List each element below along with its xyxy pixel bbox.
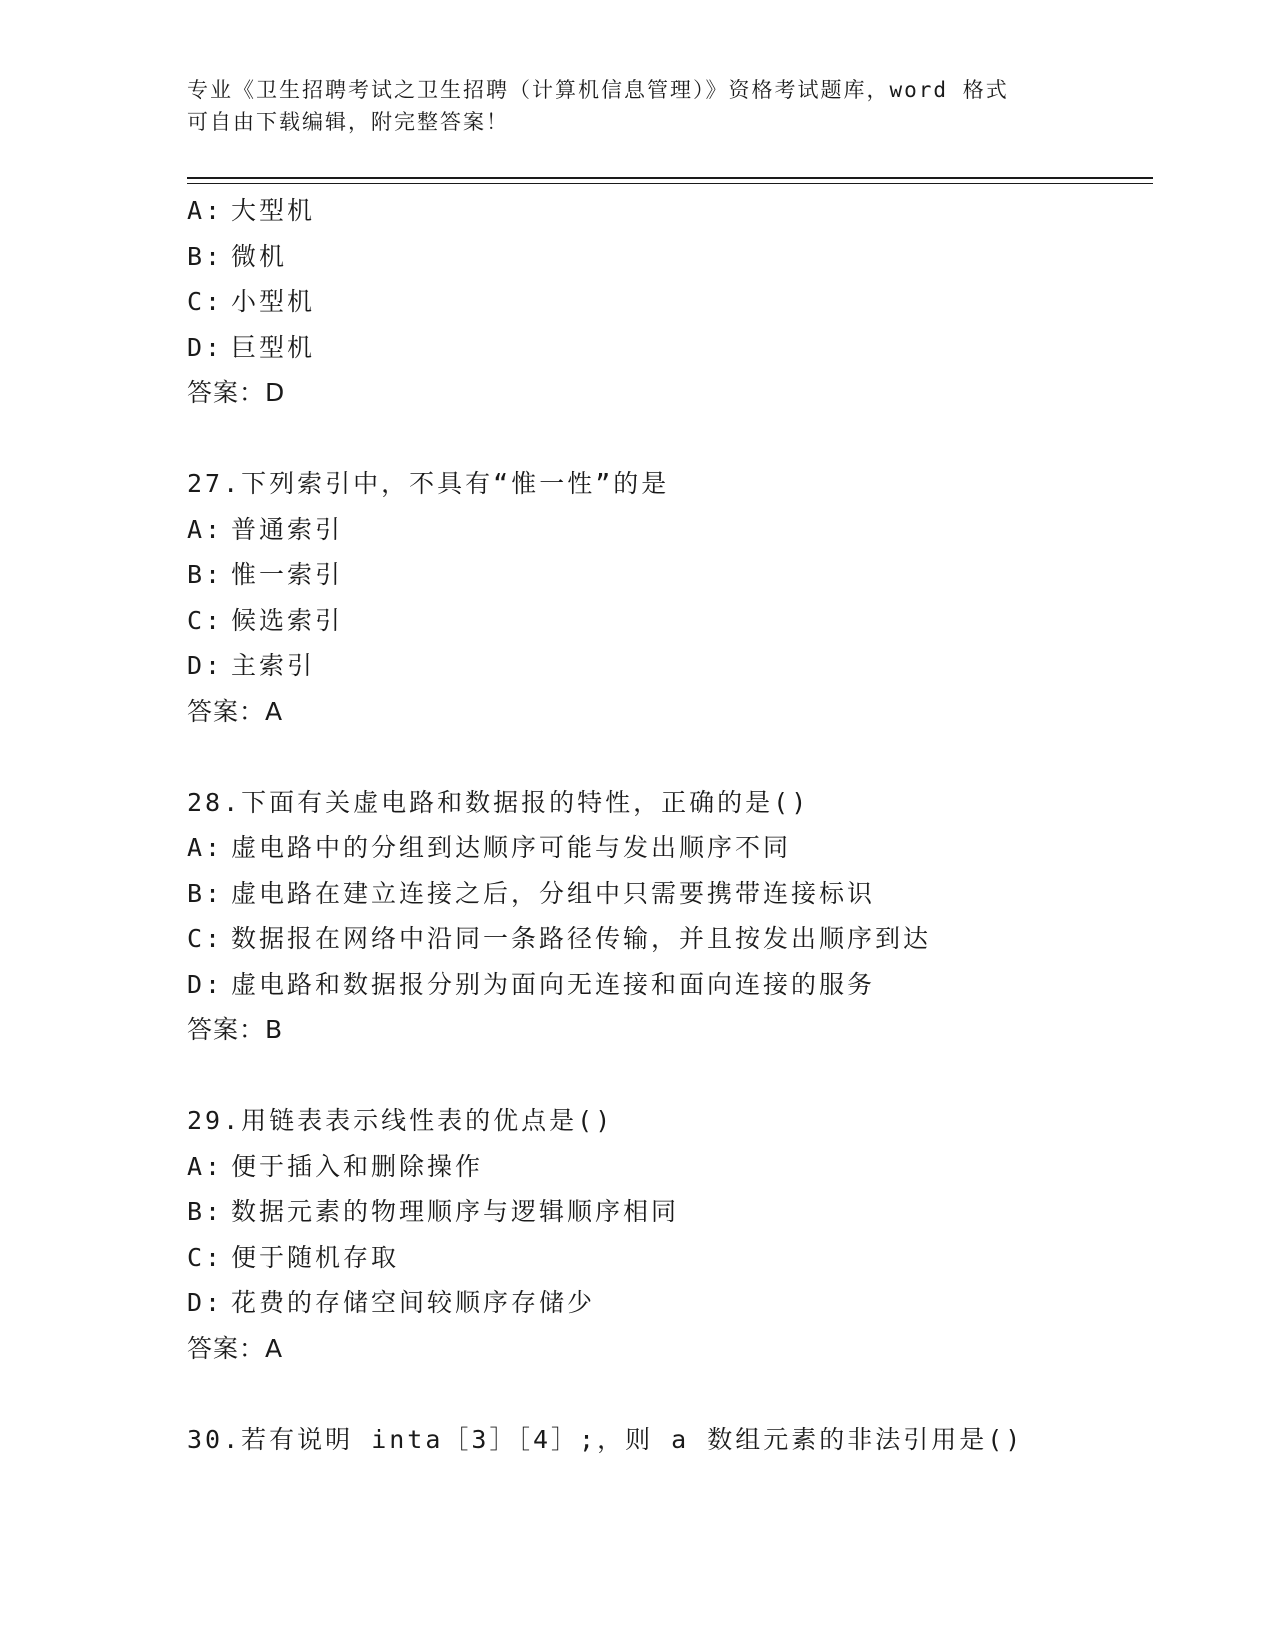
option-b: B: 虚电路在建立连接之后，分组中只需要携带连接标识: [187, 878, 876, 908]
header-divider-thin: [187, 183, 1153, 184]
option-a: A: 大型机: [187, 196, 316, 225]
option-c: C: 小型机: [187, 287, 316, 316]
option-d: D: 花费的存储空间较顺序存储少: [187, 1288, 596, 1317]
option-b: B: 微机: [187, 241, 288, 271]
header-line-1: 专业《卫生招聘考试之卫生招聘（计算机信息管理）》资格考试题库，word 格式: [187, 78, 1009, 102]
question-29: [187, 1098, 1147, 1371]
question-text: 29.用链表表示线性表的优点是(): [187, 1106, 614, 1135]
option-d: D: 主索引: [187, 651, 316, 680]
option-c: C: 候选索引: [187, 605, 344, 635]
option-a: A: 便于插入和删除操作: [187, 1151, 484, 1181]
header-line-2: 可自由下载编辑，附完整答案！: [187, 110, 509, 134]
question-list: [187, 188, 1147, 1462]
answer: 答案：A: [187, 1333, 284, 1363]
question-30: [187, 1417, 1147, 1463]
option-d: D: 巨型机: [187, 332, 316, 362]
question-28: [187, 780, 1147, 1053]
question-text: 27.下列索引中，不具有“惟一性”的是: [187, 469, 670, 498]
question-27: [187, 461, 1147, 734]
answer: 答案：D: [187, 378, 286, 407]
option-b: B: 惟一索引: [187, 560, 344, 589]
option-c: C: 数据报在网络中沿同一条路径传输，并且按发出顺序到达: [187, 924, 932, 953]
answer: 答案：B: [187, 1015, 284, 1044]
question-text: 30.若有说明 inta［3］［4］;，则 a 数组元素的非法引用是(): [187, 1424, 1024, 1454]
option-d: D: 虚电路和数据报分别为面向无连接和面向连接的服务: [187, 969, 876, 999]
header-divider-thick: [187, 177, 1153, 179]
option-a: A: 普通索引: [187, 514, 344, 544]
option-c: C: 便于随机存取: [187, 1242, 400, 1272]
document-header: [187, 74, 1087, 138]
option-a: A: 虚电路中的分组到达顺序可能与发出顺序不同: [187, 833, 792, 862]
answer: 答案：A: [187, 696, 284, 726]
question-text: 28.下面有关虚电路和数据报的特性，正确的是(): [187, 787, 810, 817]
question-26: [187, 188, 1147, 416]
option-b: B: 数据元素的物理顺序与逻辑顺序相同: [187, 1197, 680, 1226]
